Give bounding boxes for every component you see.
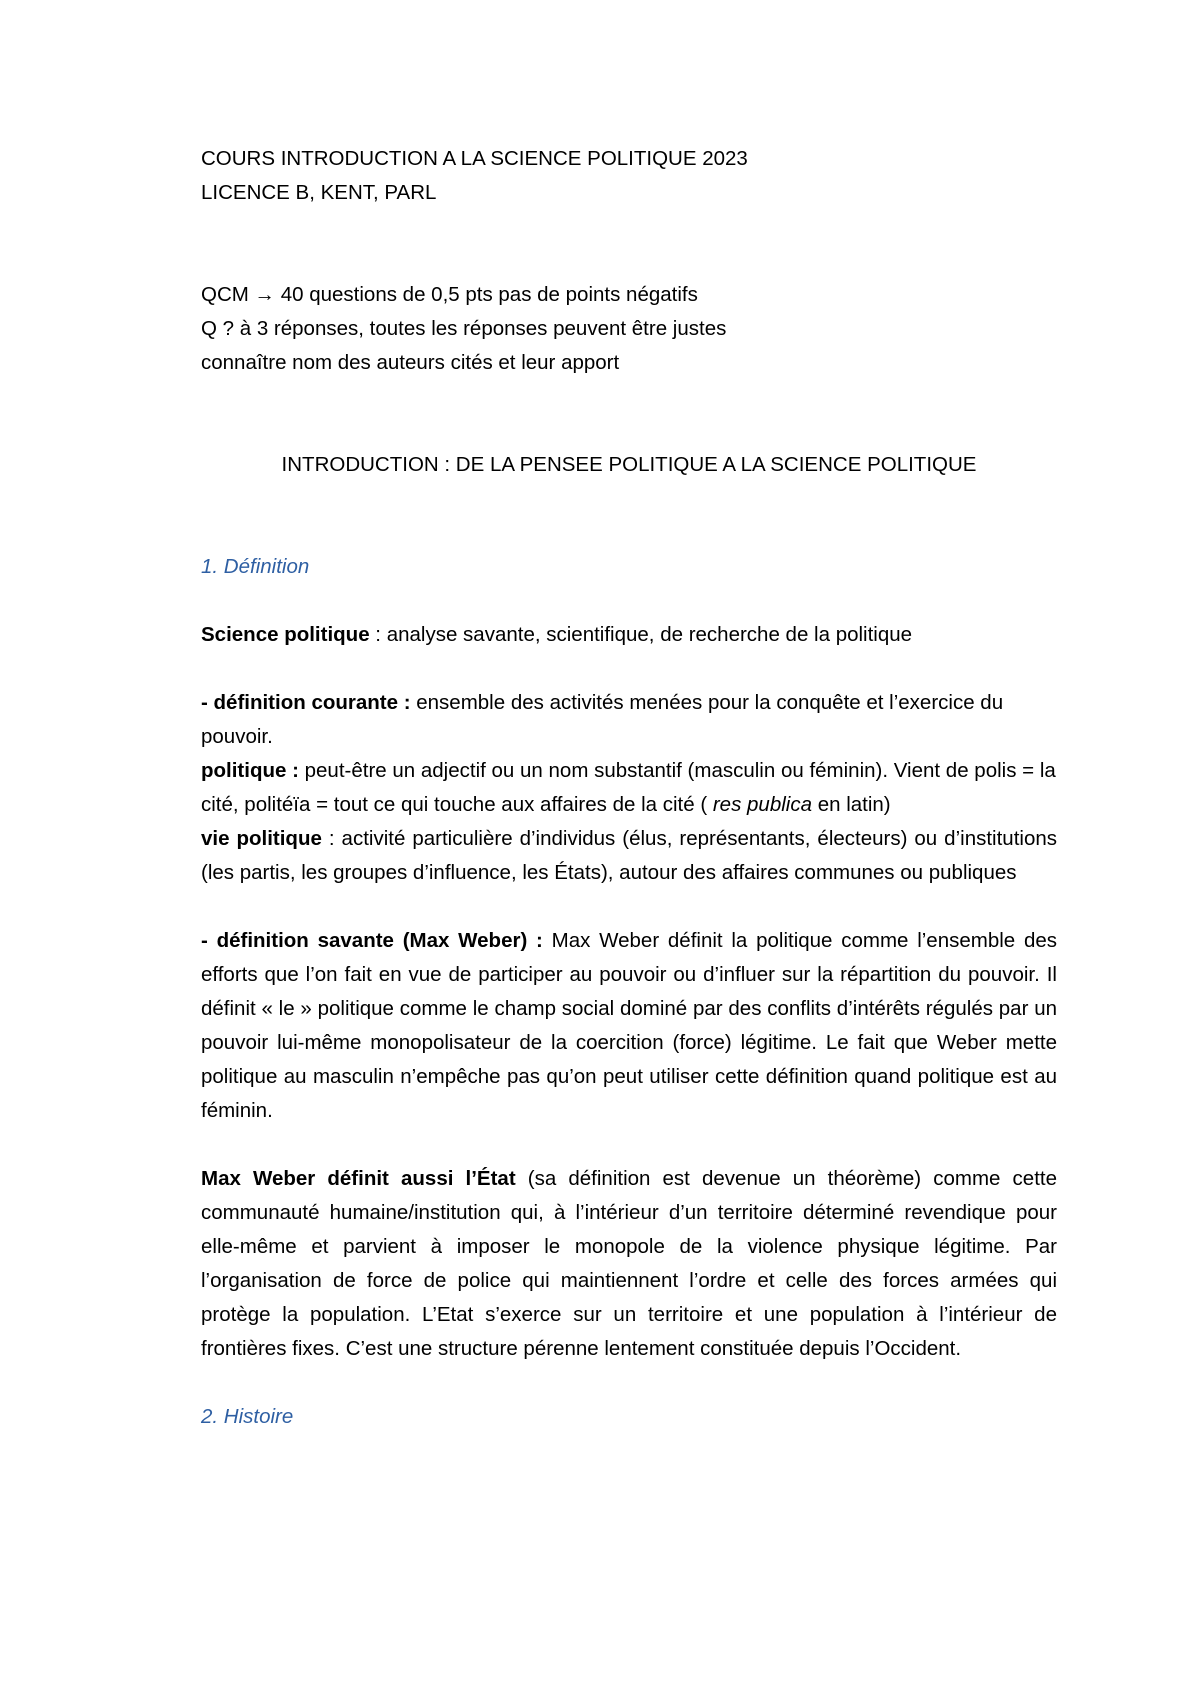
definition-savante-text: Max Weber définit la politique comme l’ensemble des efforts que l’on fait en vue de participer au pouvoir ou d’influer sur la répartition du pouvoir. Il définit « le » politique comme le champ social dominé par des conflits d’intérêts régulés par un pouvoir lui-même monopolisateur de la coercition (force) légitime. Le fait que Weber mette politique au masculin n’empêche pas qu’on peut utiliser cette définition quand politique est au féminin. <box>201 929 1058 1122</box>
science-politique-paragraph <box>201 618 1057 652</box>
vie-politique-term: vie politique <box>201 827 322 850</box>
definition-savante-term: - définition savante (Max Weber) : <box>201 929 543 952</box>
definition-courante-text: ensemble des activités menées pour la conquête et l’exercice du pouvoir. <box>201 691 1004 748</box>
res-publica-term: res publica <box>712 793 812 816</box>
science-politique-term: Science politique <box>201 623 370 646</box>
vie-politique-text: : activité particulière d’individus (élus, représentants, électeurs) ou d’institutions (les partis, les groupes d’influence, les États), autour des affaires communes ou publiques <box>201 827 1057 884</box>
politique-term: politique : <box>201 759 299 782</box>
exam-info-line-3: connaître nom des auteurs cités et leur apport <box>201 351 620 374</box>
etat-paragraph <box>201 1162 1057 1366</box>
politique-text-a: peut-être un adjectif ou un nom substantif (masculin ou féminin). Vient de polis = la cité, politéïa = tout ce qui touche aux affaires de la cité ( <box>201 759 1056 816</box>
section-1-heading: 1. Définition <box>201 555 310 578</box>
course-subtitle: LICENCE B, KENT, PARL <box>201 181 437 204</box>
politique-paragraph <box>201 754 1057 822</box>
definition-courante-term: - définition courante : <box>201 691 411 714</box>
exam-info-line-1: QCM → 40 questions de 0,5 pts pas de points négatifs <box>201 283 698 306</box>
science-politique-text: : analyse savante, scientifique, de recherche de la politique <box>369 623 913 646</box>
etat-text: (sa définition est devenue un théorème) comme cette communauté humaine/institution qui, à l’intérieur d’un territoire déterminé revendique pour elle-même et parvient à imposer le monopole de la violence physique légitime. Par l’organisation de force de police qui maintiennent l’ordre et celle des forces armées qui protège la population. L’Etat s’exerce sur un territoire et une population à l’intérieur de frontières fixes. C’est une structure pérenne lentement constituée depuis l’Occident. <box>201 1167 1057 1360</box>
document-body <box>201 142 1057 1434</box>
definition-savante-paragraph <box>201 924 1057 1128</box>
vie-politique-paragraph <box>201 822 1057 890</box>
exam-info-line-2: Q ? à 3 réponses, toutes les réponses peuvent être justes <box>201 317 727 340</box>
course-title: COURS INTRODUCTION A LA SCIENCE POLITIQUE 2023 <box>201 147 748 170</box>
section-2-heading: 2. Histoire <box>201 1405 294 1428</box>
definition-courante-paragraph <box>201 686 1057 754</box>
politique-text-b: en latin) <box>812 793 891 816</box>
etat-term: Max Weber définit aussi l’État <box>201 1167 516 1190</box>
introduction-title: INTRODUCTION : DE LA PENSEE POLITIQUE A LA SCIENCE POLITIQUE <box>281 453 977 476</box>
